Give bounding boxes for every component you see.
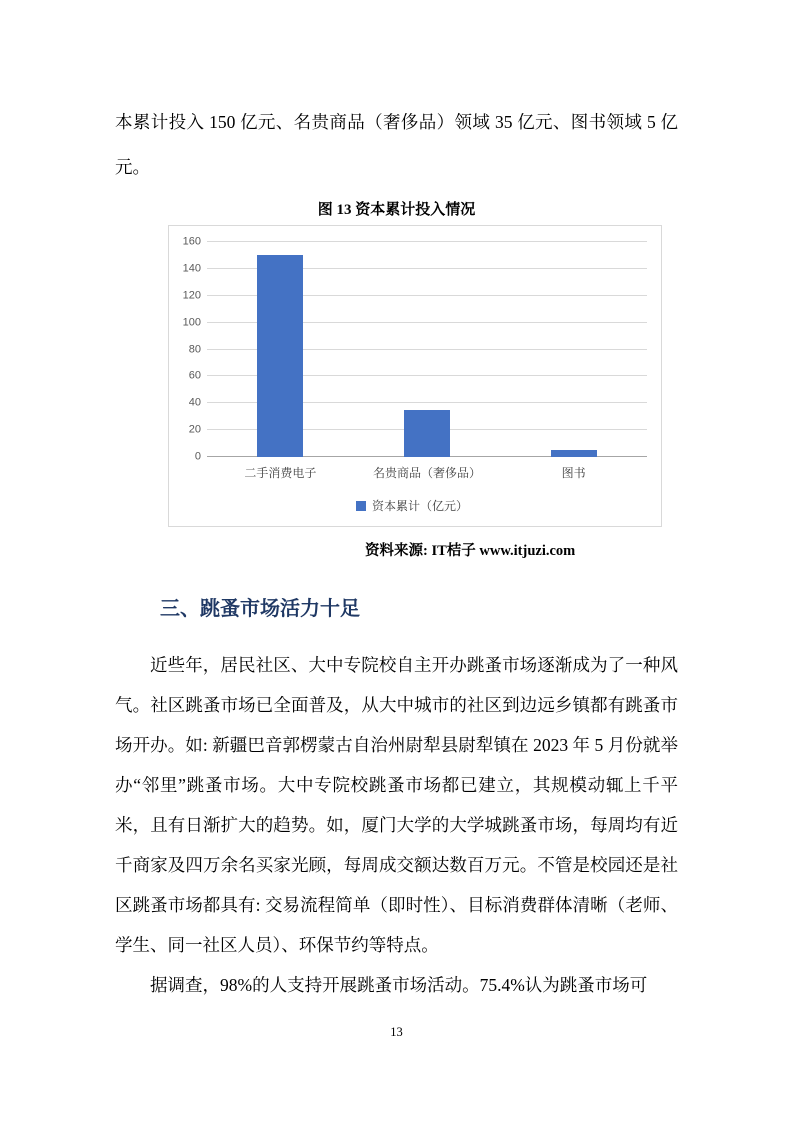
y-tick-label: 20 <box>188 423 201 436</box>
plot-area <box>207 242 647 457</box>
y-tick-label: 140 <box>182 262 201 275</box>
bar-slot <box>354 242 501 457</box>
y-tick-label: 160 <box>182 235 201 248</box>
x-axis-label: 二手消费电子 <box>244 466 317 480</box>
bar-0 <box>257 255 303 457</box>
chart-source: 资料来源: IT桔子 www.itjuzi.com <box>365 543 576 559</box>
bar-slot <box>500 242 647 457</box>
bar-1 <box>404 410 450 457</box>
chart-title: 图 13 资本累计投入情况 <box>317 202 476 218</box>
bars-container <box>207 242 647 457</box>
section-heading: 三、跳蚤市场活力十足 <box>160 598 360 620</box>
bar-chart <box>168 225 662 527</box>
paragraph-body-1: 近些年，居民社区、大中专院校自主开办跳蚤市场逐渐成为了一种风气。社区跳蚤市场已全面普及，从大中城市的社区到边远乡镇都有跳蚤市场开办。如: 新疆巴音郭楞蒙古自治州尉犁县尉犁镇在 2023 年 5 月份就举办“邻里”跳蚤市场。大中专院校跳蚤市场都已建立，其规模动辄上千平米，且有日渐扩大的趋势。如，厦门大学的大学城跳蚤市场，每周均有近千商家及四万余名买家光顾，每周成交额达数百万元。不管是校园还是社区跳蚤市场都具有: 交易流程简单（即时性）、目标消费群体清晰（老师、学生、同一社区人员）、环保节约等特点。 <box>115 655 678 955</box>
y-tick-label: 0 <box>194 450 201 463</box>
legend-swatch <box>356 501 366 511</box>
x-axis-label: 图书 <box>561 466 586 480</box>
y-tick-label: 80 <box>188 343 201 355</box>
x-axis-labels <box>207 457 647 481</box>
y-tick-label: 60 <box>188 369 201 382</box>
bar-2 <box>551 450 597 457</box>
paragraph-body-2: 据调查，98%的人支持开展跳蚤市场活动。75.4%认为跳蚤市场可 <box>150 975 648 995</box>
y-axis <box>177 235 207 463</box>
x-axis-label: 名贵商品（奢侈品） <box>373 466 482 480</box>
y-tick-label: 120 <box>182 289 201 302</box>
bar-slot <box>207 242 354 457</box>
y-tick-label: 100 <box>182 316 201 329</box>
paragraph-intro: 本累计投入 150 亿元、名贵商品（奢侈品）领域 35 亿元、图书领域 5 亿元。 <box>115 112 678 177</box>
legend-label: 资本累计（亿元） <box>371 499 468 513</box>
y-tick-label: 40 <box>188 396 201 409</box>
chart-legend <box>177 497 647 514</box>
page-number: 13 <box>390 1025 403 1039</box>
